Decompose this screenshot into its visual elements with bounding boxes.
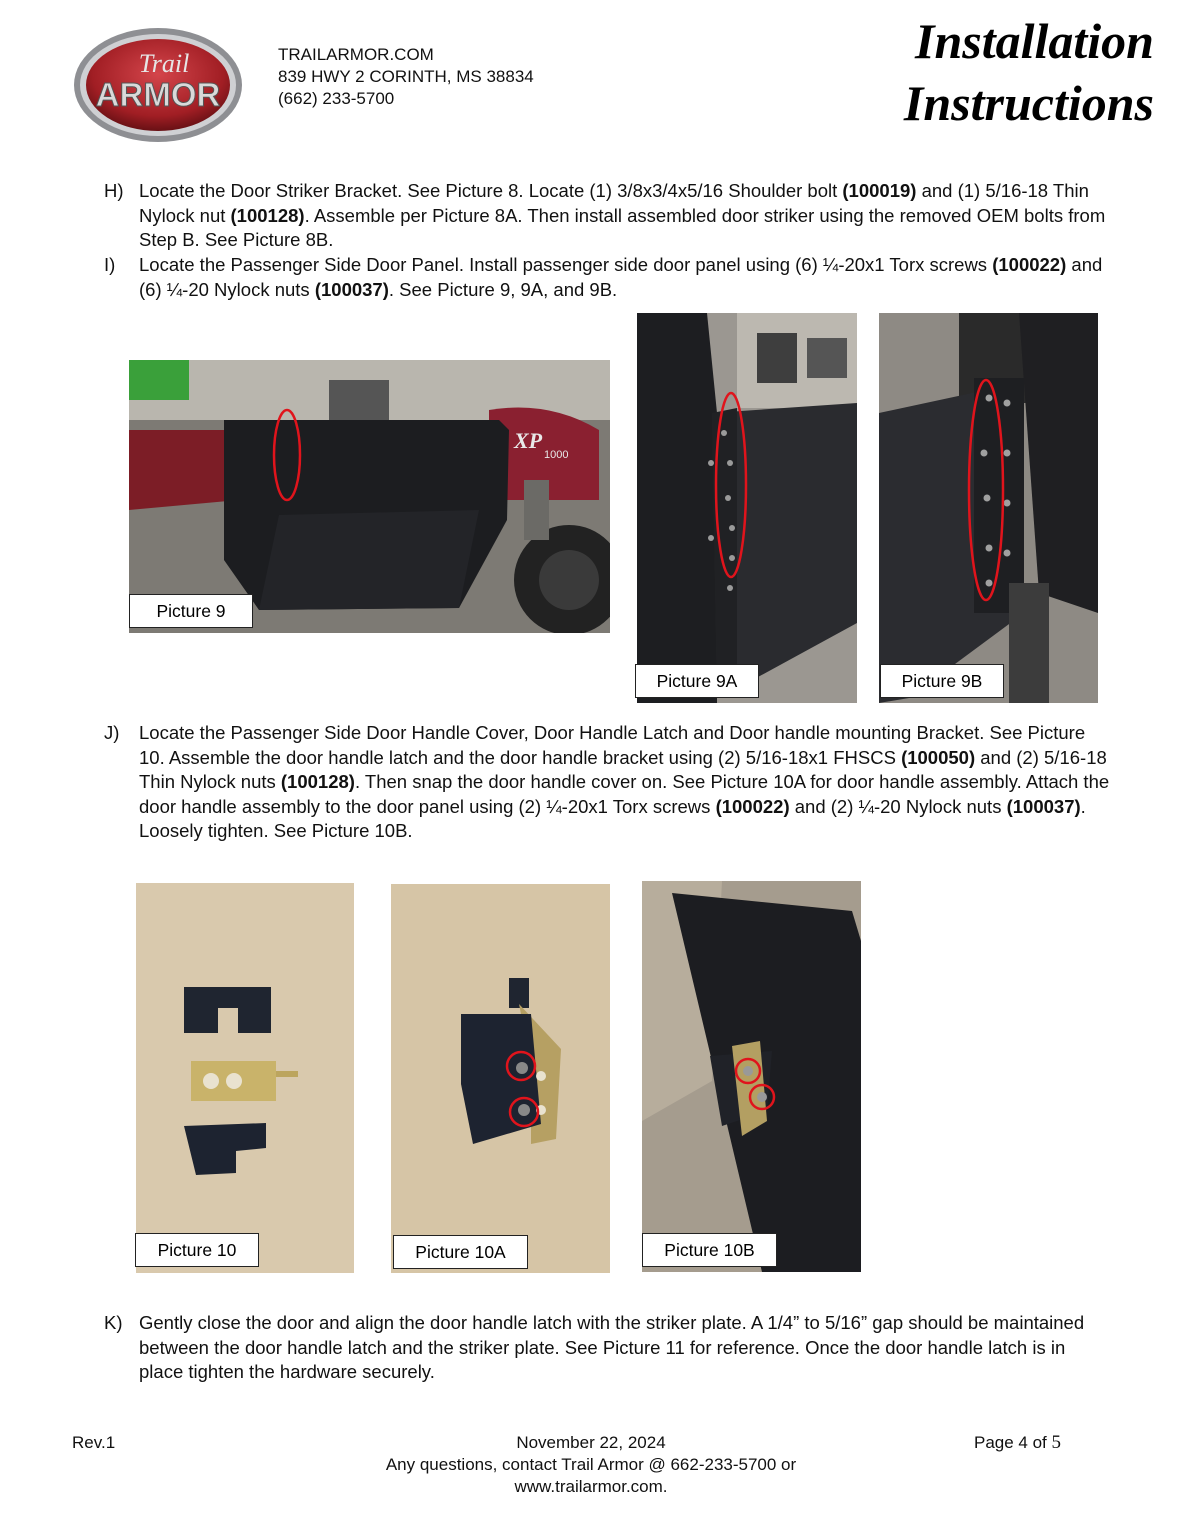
footer-date: November 22, 2024 (516, 1433, 666, 1452)
step-i (104, 253, 1114, 302)
trail-armor-logo (72, 26, 244, 144)
document-title: Installation Instructions (903, 13, 1154, 131)
footer-contact-line: Any questions, contact Trail Armor @ 662-233-5700 or (385, 1455, 797, 1474)
picture-9b-caption: Picture 9B (880, 664, 1004, 698)
footer-website: www.trailarmor.com. (514, 1477, 668, 1496)
step-letter: J) (104, 722, 120, 743)
step-text: Locate the Passenger Side Door Handle Cover, Door Handle Latch and Door handle mounting Bracket. See Picture 10. Assemble the door handle latch and the door handle bracket using (2) 5/16-18x1 FHSCS (100050) and (2) 5/16-18 Thin Nylock nuts (100128). Then snap the door handle cover on. See Picture 10A for door handle assembly. Attach the door handle assembly to the door panel using (2) ¼-20x1 Torx screws (100022) and (2) ¼-20 Nylock nuts (100037). Loosely tighten. See Picture 10B. (139, 722, 1110, 841)
company-info (278, 44, 534, 110)
step-letter: I) (104, 254, 116, 275)
step-text: Locate the Door Striker Bracket. See Picture 8. Locate (1) 3/8x3/4x5/16 Shoulder bolt (100019) and (1) 5/16-18 Thin Nylock nut (100128). Assemble per Picture 8A. Then install assembled door striker using the removed OEM bolts from Step B. See Picture 8B. (139, 180, 1106, 250)
picture-9a-caption: Picture 9A (635, 664, 759, 698)
picture-9a-photo (637, 313, 857, 703)
step-k (104, 1311, 1114, 1385)
company-phone: (662) 233-5700 (278, 89, 395, 108)
step-text: Gently close the door and align the door handle latch with the striker plate. A 1/4” to 5/16” gap should be maintained between the door handle latch and the striker plate. See Picture 11 for reference. Once the door handle latch is in place tighten the hardware securely. (139, 1312, 1085, 1382)
step-text: Locate the Passenger Side Door Panel. Install passenger side door panel using (6) ¼-20x1 Torx screws (100022) and (6) ¼-20 Nylock nuts (100037). See Picture 9, 9A, and 9B. (139, 254, 1103, 300)
footer-contact (291, 1432, 891, 1498)
step-h (104, 179, 1114, 253)
picture-10a-caption: Picture 10A (393, 1235, 528, 1269)
svg-text:Trail: Trail (138, 49, 190, 78)
company-address: 839 HWY 2 CORINTH, MS 38834 (278, 67, 534, 86)
step-letter: K) (104, 1312, 123, 1333)
picture-9b-photo (879, 313, 1098, 703)
company-website: TRAILARMOR.COM (278, 45, 434, 64)
svg-text:XP: XP (514, 428, 543, 453)
picture-9-caption: Picture 9 (129, 594, 253, 628)
picture-10-caption: Picture 10 (135, 1233, 259, 1267)
picture-9-photo (129, 360, 610, 633)
step-letter: H) (104, 180, 124, 201)
footer-revision: Rev.1 (72, 1433, 116, 1452)
svg-text:ARMOR: ARMOR (95, 76, 221, 113)
picture-10b-caption: Picture 10B (642, 1233, 777, 1267)
svg-text:1000: 1000 (544, 449, 569, 461)
picture-10b-photo (642, 881, 861, 1272)
picture-10-photo (136, 883, 354, 1273)
picture-10a-photo (391, 884, 610, 1273)
footer-page-number: Page 4 of 5 (974, 1432, 1062, 1453)
step-j (104, 721, 1114, 844)
